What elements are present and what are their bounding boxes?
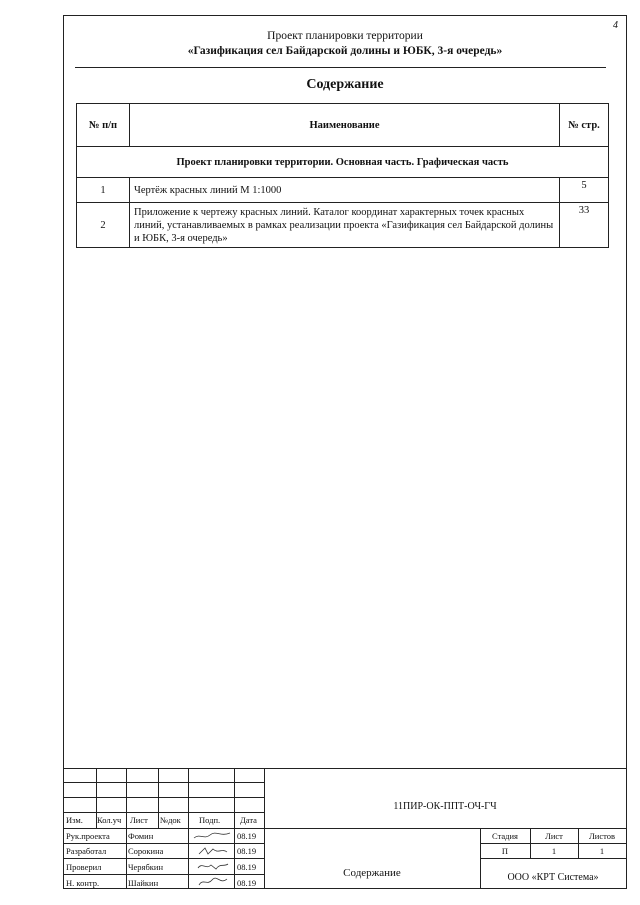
row-page: 33 (560, 203, 609, 248)
page-title: Содержание (306, 77, 384, 92)
role-label: Разработал (66, 846, 107, 856)
sign-date: 08.19 (237, 878, 257, 888)
stamp-head-izm: Изм. (66, 815, 83, 825)
sign-date: 08.19 (237, 831, 257, 841)
header-divider (75, 67, 606, 68)
row-num: 1 (77, 178, 130, 203)
sheet-value: 1 (551, 846, 557, 856)
role-label: Н. контр. (66, 878, 100, 888)
person-name: Шайкин (128, 878, 159, 888)
person-name: Черябкин (128, 862, 164, 872)
column-header-num: № п/п (77, 104, 130, 147)
header-line-1: Проект планировки территории (267, 30, 423, 42)
row-page: 5 (560, 178, 609, 203)
signature-image (196, 876, 230, 888)
header-line-2: «Газификация сел Байдарской долины и ЮБК, 3-я очередь» (187, 45, 503, 57)
person-name: Сорокина (128, 846, 164, 856)
stamp-head-doc: №док (160, 815, 181, 825)
signature-image (192, 831, 232, 841)
company-name: ООО «КРТ Система» (507, 872, 599, 883)
signature-image (196, 861, 230, 871)
stamp-head-sign: Подп. (199, 815, 221, 825)
sheets-label: Листов (589, 831, 615, 841)
table-header-row (77, 104, 609, 147)
page-frame (63, 15, 627, 889)
role-label: Проверил (66, 862, 102, 872)
stage-label: Стадия (492, 831, 518, 841)
stamp-head-kolvo: Кол.уч (97, 815, 122, 825)
sheet-label: Лист (545, 831, 563, 841)
signature-image (196, 846, 230, 856)
table-row (77, 203, 609, 248)
stamp-head-date: Дата (240, 815, 257, 825)
table-row (77, 178, 609, 203)
sign-date: 08.19 (237, 846, 257, 856)
stamp-head-list: Лист (130, 815, 148, 825)
document-code: 11ПИР-ОК-ППТ-ОЧ-ГЧ (393, 801, 497, 812)
sign-date: 08.19 (237, 862, 257, 872)
title-block (64, 768, 626, 889)
column-header-name: Наименование (130, 104, 560, 147)
row-name: Чертёж красных линий М 1:1000 (130, 178, 560, 203)
stage-value: П (501, 846, 509, 856)
row-num: 2 (77, 203, 130, 248)
document-header (64, 29, 626, 59)
person-name: Фомин (128, 831, 154, 841)
section-row (77, 147, 609, 178)
contents-table (76, 103, 609, 248)
sheet-title: Содержание (343, 867, 401, 879)
page-number: 4 (613, 20, 618, 31)
row-name: Приложение к чертежу красных линий. Каталог координат характерных точек красных линий, устанавливаемых в рамках реализации проекта «Газификация сел Байдарской долины и ЮБК, 3-я очередь» (130, 203, 560, 248)
role-label: Рук.проекта (66, 831, 110, 841)
section-title: Проект планировки территории. Основная часть. Графическая часть (77, 147, 609, 178)
sheets-value: 1 (599, 846, 605, 856)
column-header-page: № стр. (560, 104, 609, 147)
